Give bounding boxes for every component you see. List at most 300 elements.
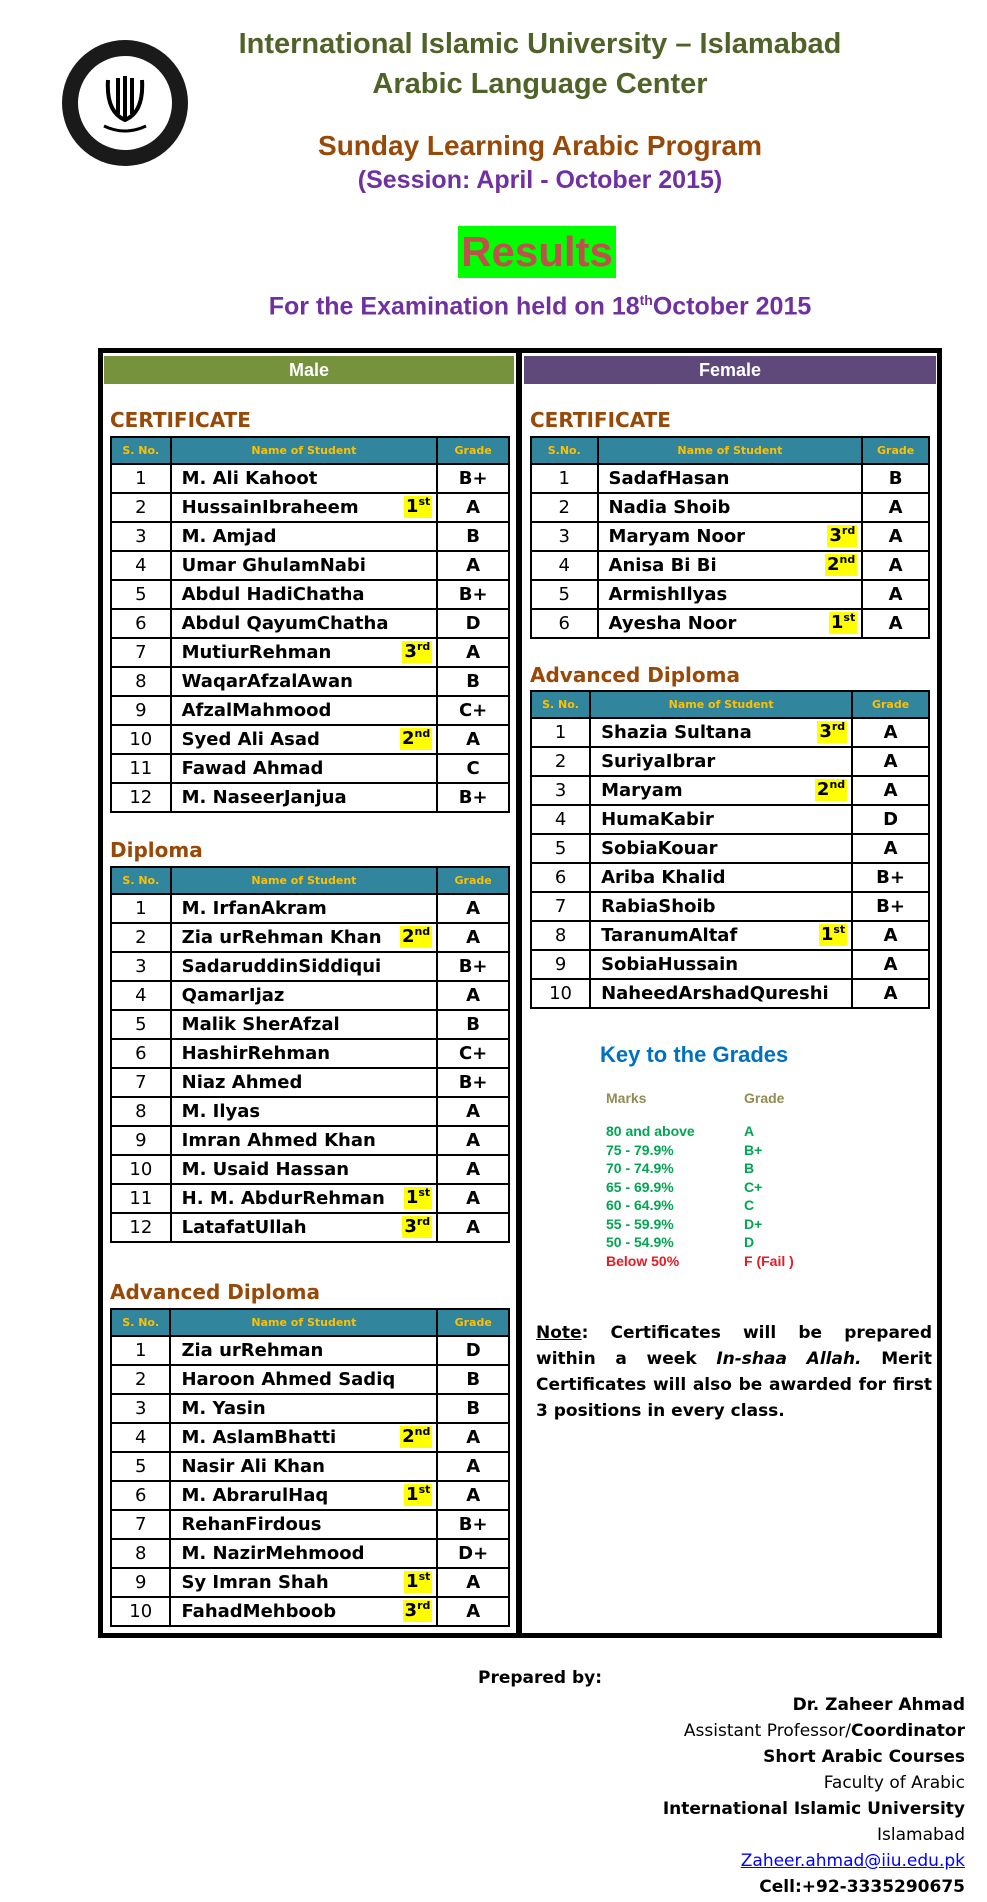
student-name: Zia urRehman <box>181 1340 324 1361</box>
university-seal-icon <box>78 56 172 150</box>
serial-number: 4 <box>111 981 171 1010</box>
grade-cell: B+ <box>437 580 509 609</box>
student-name-cell <box>171 725 438 754</box>
student-name-cell <box>590 776 852 805</box>
grade-cell: B+ <box>437 1510 509 1539</box>
student-name: M. AslamBhatti <box>181 1427 337 1448</box>
serial-number: 8 <box>531 921 590 950</box>
table-row <box>531 950 929 979</box>
grade-cell: A <box>437 1423 509 1452</box>
grade-cell: B <box>437 522 509 551</box>
grade-cell: A <box>852 776 929 805</box>
male-diploma-table <box>110 866 510 1243</box>
table-row <box>111 952 509 981</box>
grade-cell: A <box>437 1568 509 1597</box>
grade-cell: B <box>437 1365 509 1394</box>
grade-cell: B+ <box>852 892 929 921</box>
table-row <box>531 921 929 950</box>
serial-number: 7 <box>111 638 171 667</box>
table-row <box>111 522 509 551</box>
grade-cell: A <box>437 725 509 754</box>
student-name: M. NazirMehmood <box>181 1543 365 1564</box>
serial-number: 3 <box>531 776 590 805</box>
serial-number: 5 <box>531 580 598 609</box>
grade-cell: A <box>437 894 509 923</box>
male-certificate-title: CERTIFICATE <box>110 408 251 432</box>
female-certificate-title: CERTIFICATE <box>530 408 671 432</box>
column-header: Name of Student <box>170 1309 437 1336</box>
male-certificate-table <box>110 436 510 813</box>
grade-cell: A <box>437 493 509 522</box>
student-name-cell <box>171 923 438 952</box>
student-name: HumaKabir <box>601 809 714 830</box>
student-name: Syed Ali Asad <box>181 729 320 750</box>
position-badge: 1st <box>830 611 856 633</box>
position-badge: 3rd <box>404 640 431 662</box>
grade-cell: B+ <box>437 464 509 493</box>
student-name: QamarIjaz <box>181 985 285 1006</box>
student-name: NaheedArshadQureshi <box>601 983 829 1004</box>
column-header: S.No. <box>531 437 598 464</box>
serial-number: 4 <box>111 551 171 580</box>
student-name-cell <box>171 1126 438 1155</box>
student-name: HussainIbraheem <box>181 497 359 518</box>
grade-key-marks: 65 - 69.9% <box>606 1178 674 1195</box>
grade-cell: A <box>437 1097 509 1126</box>
student-name: M. IrfanAkram <box>181 898 327 919</box>
exam-date: For the Examination held on 18thOctober 2015 <box>268 292 812 321</box>
table-row <box>531 805 929 834</box>
student-name-cell <box>171 522 438 551</box>
column-header: Name of Student <box>598 437 863 464</box>
student-name-cell <box>171 1068 438 1097</box>
grade-key-grade: D <box>744 1234 755 1250</box>
column-header: Name of Student <box>171 437 438 464</box>
grade-key-grade: D+ <box>744 1215 763 1232</box>
position-badge: 2nd <box>401 925 431 947</box>
female-certificate-table <box>530 436 930 639</box>
serial-number: 10 <box>531 979 590 1008</box>
student-name-cell <box>171 1010 438 1039</box>
serial-number: 6 <box>111 1481 170 1510</box>
student-name: M. NaseerJanjua <box>181 787 347 808</box>
grade-cell: B <box>862 464 929 493</box>
grade-cell: A <box>862 493 929 522</box>
table-row <box>111 1068 509 1097</box>
table-row <box>111 1539 509 1568</box>
serial-number: 2 <box>111 493 171 522</box>
grade-key-marks: 80 and above <box>606 1123 695 1139</box>
student-name-cell <box>171 1184 438 1213</box>
female-advanced-title: Advanced Diploma <box>530 663 740 687</box>
grade-cell: B+ <box>852 863 929 892</box>
table-header-row <box>531 437 929 464</box>
student-name: SobiaHussain <box>601 954 739 975</box>
email-link[interactable]: Zaheer.ahmad@iiu.edu.pk <box>740 1851 965 1871</box>
male-diploma-title: Diploma <box>110 838 203 862</box>
serial-number: 9 <box>111 1126 171 1155</box>
student-name: RabiaShoib <box>601 896 716 917</box>
serial-number: 5 <box>531 834 590 863</box>
grade-cell: B <box>437 1010 509 1039</box>
student-name-cell <box>170 1365 437 1394</box>
student-name: Zia urRehman Khan <box>181 927 382 948</box>
grade-key-marks: 70 - 74.9% <box>606 1160 674 1176</box>
position-badge: 3rd <box>819 720 846 742</box>
table-row <box>111 1510 509 1539</box>
position-badge: 3rd <box>404 1215 431 1237</box>
grade-key-title: Key to the Grades <box>600 1042 789 1067</box>
grade-cell: A <box>437 1213 509 1242</box>
student-name: Umar GhulamNabi <box>181 555 366 576</box>
serial-number: 2 <box>531 747 590 776</box>
student-name: FahadMehboob <box>181 1601 337 1622</box>
student-name: M. Usaid Hassan <box>181 1159 350 1180</box>
grade-cell: A <box>437 1452 509 1481</box>
student-name-cell <box>590 834 852 863</box>
student-name-cell <box>171 783 438 812</box>
grade-cell: A <box>437 1184 509 1213</box>
student-name-cell <box>171 981 438 1010</box>
serial-number: 1 <box>531 464 598 493</box>
serial-number: 8 <box>111 1539 170 1568</box>
serial-number: 5 <box>111 1452 170 1481</box>
student-name-cell <box>590 950 852 979</box>
student-name-cell <box>590 921 852 950</box>
serial-number: 5 <box>111 580 171 609</box>
grade-cell: A <box>437 1155 509 1184</box>
university-name: International Islamic University – Islamabad <box>238 28 842 60</box>
table-row <box>111 1010 509 1039</box>
grade-cell: C+ <box>437 1039 509 1068</box>
position-badge: 3rd <box>829 524 856 546</box>
grade-cell: C+ <box>437 696 509 725</box>
serial-number: 1 <box>111 1336 170 1365</box>
serial-number: 3 <box>531 522 598 551</box>
table-row <box>531 580 929 609</box>
table-row <box>531 522 929 551</box>
student-name: Nasir Ali Khan <box>181 1456 325 1477</box>
student-name-cell <box>590 718 852 747</box>
position-badge: 1st <box>406 1570 431 1592</box>
table-row <box>111 1597 509 1626</box>
table-row <box>111 783 509 812</box>
table-row <box>111 638 509 667</box>
student-name-cell <box>598 551 863 580</box>
student-name-cell <box>598 609 863 638</box>
female-advanced-table <box>530 690 930 1009</box>
grade-key-grade: C+ <box>744 1178 763 1195</box>
grade-key-grade: B <box>744 1160 755 1176</box>
column-header: Grade <box>437 867 509 894</box>
table-row <box>531 747 929 776</box>
student-name-cell <box>171 551 438 580</box>
table-row <box>111 580 509 609</box>
serial-number: 12 <box>111 1213 171 1242</box>
serial-number: 4 <box>531 805 590 834</box>
serial-number: 10 <box>111 1155 171 1184</box>
student-name: Ayesha Noor <box>608 613 737 634</box>
signatory-title: Assistant Professor/Coordinator <box>683 1721 965 1741</box>
grade-key-marks: 55 - 59.9% <box>606 1215 674 1232</box>
column-header: Grade <box>437 437 509 464</box>
student-name-cell <box>590 979 852 1008</box>
grade-cell: D+ <box>437 1539 509 1568</box>
grade-cell: A <box>852 718 929 747</box>
grade-cell: D <box>852 805 929 834</box>
student-name: Niaz Ahmed <box>181 1072 303 1093</box>
student-name: Abdul HadiChatha <box>181 584 365 605</box>
student-name-cell <box>170 1452 437 1481</box>
grade-cell: A <box>852 979 929 1008</box>
table-row <box>111 464 509 493</box>
student-name: Abdul QayumChatha <box>181 613 389 634</box>
student-name: RehanFirdous <box>181 1514 322 1535</box>
student-name: Sy Imran Shah <box>181 1572 329 1593</box>
student-name-cell <box>170 1568 437 1597</box>
student-name: Anisa Bi Bi <box>608 555 717 576</box>
table-row <box>111 725 509 754</box>
grade-cell: A <box>437 1597 509 1626</box>
student-name-cell <box>170 1423 437 1452</box>
table-row <box>111 493 509 522</box>
grade-cell: A <box>862 551 929 580</box>
grade-cell: A <box>862 522 929 551</box>
signatory-city: Islamabad <box>877 1825 965 1845</box>
serial-number: 3 <box>111 952 171 981</box>
column-header: Grade <box>852 691 929 718</box>
table-row <box>111 1213 509 1242</box>
table-row <box>111 1126 509 1155</box>
serial-number: 6 <box>531 863 590 892</box>
student-name-cell <box>598 522 863 551</box>
table-row <box>531 609 929 638</box>
student-name: HashirRehman <box>181 1043 331 1064</box>
table-row <box>531 493 929 522</box>
student-name-cell <box>170 1539 437 1568</box>
table-row <box>531 776 929 805</box>
serial-number: 3 <box>111 1394 170 1423</box>
grade-key-marks: Below 50% <box>606 1252 680 1269</box>
serial-number: 7 <box>531 892 590 921</box>
student-name: Malik SherAfzal <box>181 1014 340 1035</box>
serial-number: 7 <box>111 1510 170 1539</box>
student-name: H. M. AbdurRehman <box>181 1188 385 1209</box>
student-name: M. Amjad <box>181 526 277 547</box>
table-row <box>111 1097 509 1126</box>
student-name-cell <box>590 892 852 921</box>
serial-number: 11 <box>111 1184 171 1213</box>
student-name: WaqarAfzalAwan <box>181 671 353 692</box>
table-header-row <box>111 437 509 464</box>
table-row <box>531 834 929 863</box>
serial-number: 9 <box>111 696 171 725</box>
student-name: Imran Ahmed Khan <box>181 1130 376 1151</box>
note-text: Note: Certificates will be prepared within a week In-shaa Allah. Merit Certificates will also be awarded for first 3 positions in every class. <box>536 1323 932 1421</box>
table-row <box>111 923 509 952</box>
student-name: M. Ali Kahoot <box>181 468 318 489</box>
student-name: SadaruddinSiddiqui <box>181 956 382 977</box>
serial-number: 10 <box>111 1597 170 1626</box>
signatory-faculty: Faculty of Arabic <box>823 1773 965 1793</box>
table-row <box>531 551 929 580</box>
grade-key-grade: B+ <box>744 1141 763 1158</box>
grade-key-grade: C <box>744 1197 755 1213</box>
program-title: Sunday Learning Arabic Program <box>318 130 762 161</box>
serial-number: 1 <box>531 718 590 747</box>
grade-cell: A <box>437 923 509 952</box>
prepared-by-label: Prepared by: <box>478 1668 603 1688</box>
column-header: Name of Student <box>590 691 852 718</box>
grade-cell: B+ <box>437 783 509 812</box>
student-name: MutiurRehman <box>181 642 332 663</box>
table-row <box>111 1452 509 1481</box>
serial-number: 2 <box>531 493 598 522</box>
student-name-cell <box>171 580 438 609</box>
table-row <box>111 667 509 696</box>
position-badge: 1st <box>820 923 846 945</box>
position-badge: 2nd <box>826 553 856 575</box>
student-name: M. Yasin <box>181 1398 266 1419</box>
table-header-row <box>111 867 509 894</box>
table-row <box>111 894 509 923</box>
student-name-cell <box>170 1510 437 1539</box>
column-header: Grade <box>862 437 929 464</box>
student-name: M. AbrarulHaq <box>181 1485 329 1506</box>
column-header: S. No. <box>531 691 590 718</box>
student-name: Shazia Sultana <box>601 722 752 743</box>
table-row <box>531 863 929 892</box>
student-name-cell <box>171 754 438 783</box>
table-row <box>531 892 929 921</box>
position-badge: 1st <box>406 1483 431 1505</box>
student-name-cell <box>598 493 863 522</box>
student-name: Maryam Noor <box>608 526 746 547</box>
column-header: S. No. <box>111 437 171 464</box>
signatory-cell: Cell:+92-3335290675 <box>759 1877 965 1897</box>
grade-key-marks: 60 - 64.9% <box>606 1197 674 1213</box>
serial-number: 3 <box>111 522 171 551</box>
table-row <box>531 979 929 1008</box>
student-name-cell <box>171 952 438 981</box>
student-name-cell <box>171 1097 438 1126</box>
table-row <box>111 609 509 638</box>
serial-number: 6 <box>111 609 171 638</box>
student-name: Ariba Khalid <box>601 867 726 888</box>
table-row <box>531 464 929 493</box>
table-row <box>111 1365 509 1394</box>
grade-cell: B+ <box>437 952 509 981</box>
table-row <box>111 1481 509 1510</box>
grade-cell: D <box>437 609 509 638</box>
student-name-cell <box>171 464 438 493</box>
grade-cell: A <box>862 609 929 638</box>
serial-number: 12 <box>111 783 171 812</box>
table-row <box>111 981 509 1010</box>
grade-cell: B <box>437 1394 509 1423</box>
student-name-cell <box>170 1597 437 1626</box>
serial-number: 10 <box>111 725 171 754</box>
grade-cell: D <box>437 1336 509 1365</box>
student-name-cell <box>171 696 438 725</box>
student-name-cell <box>171 638 438 667</box>
column-header: S. No. <box>111 867 171 894</box>
serial-number: 6 <box>111 1039 171 1068</box>
student-name: Maryam <box>601 780 683 801</box>
student-name: M. Ilyas <box>181 1101 261 1122</box>
table-row <box>111 551 509 580</box>
serial-number: 8 <box>111 1097 171 1126</box>
grade-cell: B+ <box>437 1068 509 1097</box>
grade-key-grade: F (Fail ) <box>744 1252 794 1269</box>
session-text: (Session: April - October 2015) <box>357 166 723 194</box>
serial-number: 4 <box>111 1423 170 1452</box>
serial-number: 1 <box>111 464 171 493</box>
position-badge: 2nd <box>816 778 846 800</box>
student-name-cell <box>171 609 438 638</box>
serial-number: 2 <box>111 923 171 952</box>
table-row <box>111 754 509 783</box>
grade-key-marks: 50 - 54.9% <box>606 1234 674 1250</box>
student-name-cell <box>171 667 438 696</box>
table-row <box>111 1394 509 1423</box>
column-header: Grade <box>437 1309 509 1336</box>
grade-cell: A <box>852 921 929 950</box>
position-badge: 2nd <box>402 1425 431 1447</box>
grade-key-marks-list <box>606 1122 695 1270</box>
student-name: Fawad Ahmad <box>181 758 324 779</box>
student-name: Haroon Ahmed Sadiq <box>181 1369 396 1390</box>
student-name-cell <box>170 1336 437 1365</box>
student-name: LatafatUllah <box>181 1217 307 1238</box>
column-header: Name of Student <box>171 867 438 894</box>
table-row <box>111 1039 509 1068</box>
grade-cell: A <box>437 638 509 667</box>
table-row <box>531 718 929 747</box>
student-name-cell <box>170 1394 437 1423</box>
student-name-cell <box>171 894 438 923</box>
serial-number: 7 <box>111 1068 171 1097</box>
position-badge: 1st <box>405 495 431 517</box>
student-name-cell <box>598 580 863 609</box>
serial-number: 1 <box>111 894 171 923</box>
student-name-cell <box>171 1155 438 1184</box>
student-name-cell <box>171 1039 438 1068</box>
student-name: SobiaKouar <box>601 838 718 859</box>
signatory-university: International Islamic University <box>662 1799 965 1819</box>
grade-cell: A <box>437 981 509 1010</box>
male-advanced-title: Advanced Diploma <box>110 1280 320 1304</box>
signatory-name: Dr. Zaheer Ahmad <box>792 1695 965 1715</box>
serial-number: 9 <box>531 950 590 979</box>
student-name-cell <box>590 805 852 834</box>
table-header-row <box>111 1309 509 1336</box>
student-name-cell <box>590 747 852 776</box>
serial-number: 8 <box>111 667 171 696</box>
grade-cell: A <box>437 1126 509 1155</box>
female-column-header: Female <box>524 356 936 384</box>
student-name-cell <box>170 1481 437 1510</box>
serial-number: 4 <box>531 551 598 580</box>
grade-cell: A <box>862 580 929 609</box>
serial-number: 6 <box>531 609 598 638</box>
student-name-cell <box>171 493 438 522</box>
grade-cell: A <box>852 834 929 863</box>
grade-key-grade-header: Grade <box>744 1090 785 1106</box>
results-banner: Results <box>458 226 616 278</box>
serial-number: 5 <box>111 1010 171 1039</box>
serial-number: 2 <box>111 1365 170 1394</box>
